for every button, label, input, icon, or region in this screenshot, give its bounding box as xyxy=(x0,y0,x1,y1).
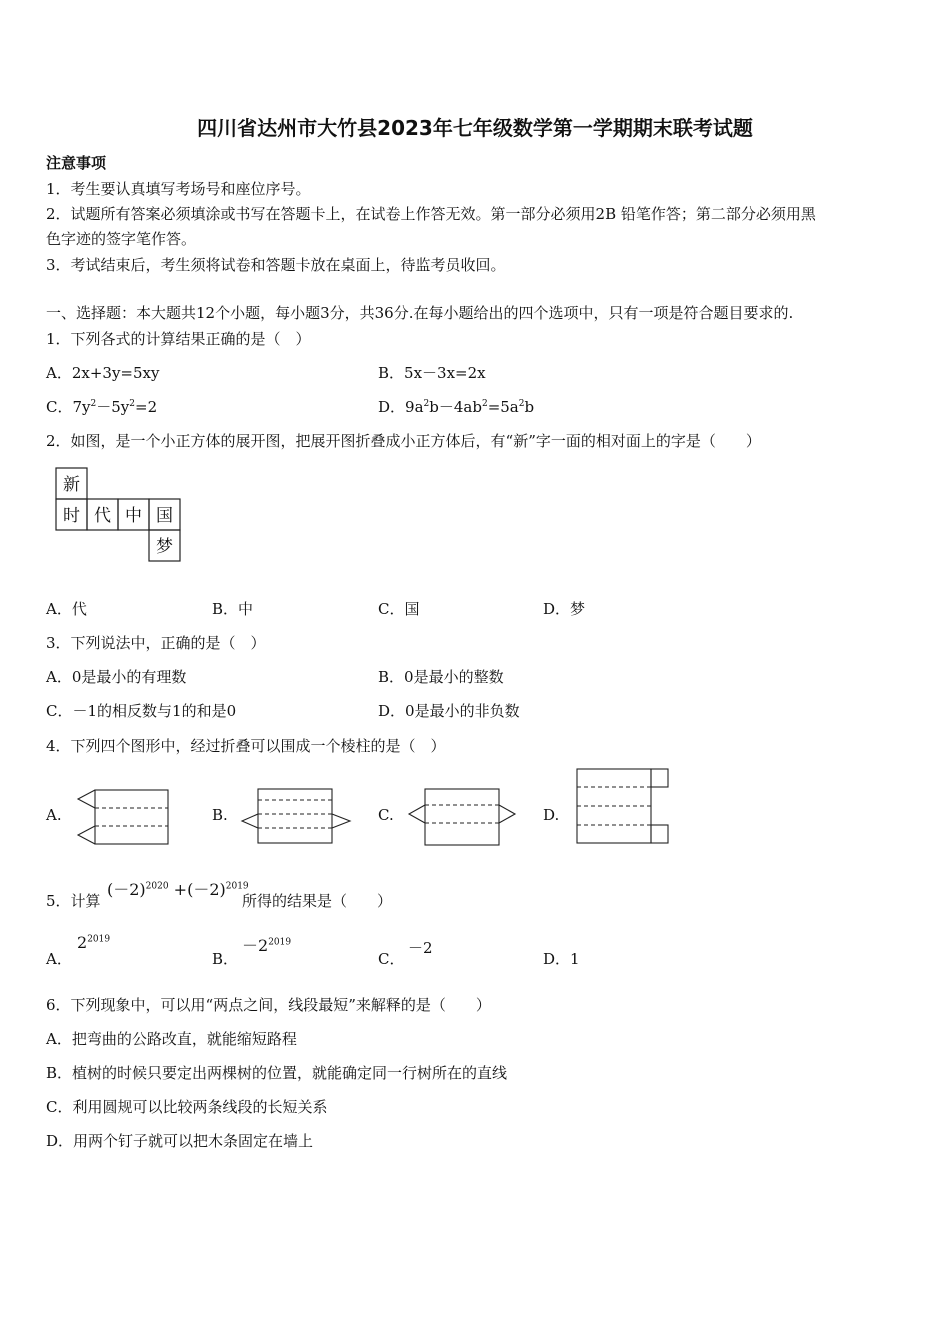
q5-label-b: B． xyxy=(212,950,239,968)
q4-label-b: B. xyxy=(212,806,228,824)
q1-c-part: －5y xyxy=(96,398,130,416)
question-2-stem: 2．如图，是一个小正方体的展开图，把展开图折叠成小正方体后，有“新”字一面的相对面上的字是（ ） xyxy=(46,432,761,450)
net-cell-label: 梦 xyxy=(156,537,173,557)
notice-item: 3．考试结束后，考生须将试卷和答题卡放在桌面上，待监考员收回。 xyxy=(46,256,506,274)
q1-d-part: b xyxy=(524,398,535,416)
q5-option-b-expr: $-2^{2019}$ xyxy=(242,936,292,955)
q6-option-c: C．利用圆规可以比较两条线段的长短关系 xyxy=(46,1098,328,1116)
q1-option-b: B．5x－3x=2x xyxy=(378,364,486,382)
exponent: 2019 xyxy=(225,881,249,892)
exponent: 2 xyxy=(90,399,97,409)
q1-c-part: =2 xyxy=(135,398,158,416)
q5-option-a-expr: $2^{2019}$ xyxy=(77,933,111,952)
q4-label-a: A. xyxy=(46,806,62,824)
q5-expression xyxy=(107,877,249,900)
q4-label-d: D. xyxy=(543,806,560,824)
q2-option-a: A．代 xyxy=(46,600,87,618)
q5-label-a: A． xyxy=(46,950,72,968)
q2-option-b: B．中 xyxy=(212,600,254,618)
q3-option-d: D．0是最小的非负数 xyxy=(378,702,520,720)
question-5-stem-prefix: 5．计算 xyxy=(46,892,101,910)
q6-option-b: B．植树的时候只要定出两棵树的位置，就能确定同一行树所在的直线 xyxy=(46,1064,508,1082)
q2-option-c: C．国 xyxy=(378,600,420,618)
exponent: 2 xyxy=(129,399,135,409)
q3-option-a: A．0是最小的有理数 xyxy=(46,668,187,686)
q1-option-c xyxy=(46,396,157,417)
q4-figure-c xyxy=(405,786,523,848)
question-3-stem: 3．下列说法中，正确的是（ ） xyxy=(46,634,266,652)
q3-option-c: C．－1的相反数与1的和是0 xyxy=(46,702,237,720)
net-cell-label: 时 xyxy=(63,506,80,526)
q5-option-d: D．1 xyxy=(543,950,580,968)
q3-option-b: B．0是最小的整数 xyxy=(378,668,504,686)
section-heading: 一、选择题：本大题共12个小题，每小题3分，共36分.在每小题给出的四个选项中，只有一项是符合题目要求的. xyxy=(46,304,794,322)
q1-d-part: b－4ab xyxy=(429,398,482,416)
q5-option-c-expr: －2 xyxy=(408,939,433,957)
exponent: 2019 xyxy=(268,937,292,948)
q2-option-d: D．梦 xyxy=(543,600,586,618)
expr-part: (－2) xyxy=(187,880,226,899)
net-cell-label: 代 xyxy=(94,506,111,526)
expr-part: (－2) xyxy=(107,880,146,899)
question-6-stem: 6．下列现象中，可以用“两点之间，线段最短”来解释的是（ ） xyxy=(46,996,491,1014)
q1-c-part: C．7y xyxy=(46,398,91,416)
notice-item: 色字迹的签字笔作答。 xyxy=(46,230,197,248)
q4-figure-b xyxy=(238,786,356,848)
net-cell-label: 中 xyxy=(125,506,142,526)
exponent: 2019 xyxy=(87,934,111,945)
exponent: 2 xyxy=(481,399,488,409)
q4-figure-a xyxy=(75,786,175,848)
q6-option-d: D．用两个钉子就可以把木条固定在墙上 xyxy=(46,1132,314,1150)
exponent: 2 xyxy=(423,399,430,409)
q5-label-c: C． xyxy=(378,950,405,968)
notice-heading: 注意事项 xyxy=(46,154,107,172)
cube-net-figure xyxy=(50,465,190,569)
exponent: 2 xyxy=(518,399,525,409)
net-cell-label: 新 xyxy=(63,475,80,495)
q1-option-a: A．2x+3y=5xy xyxy=(46,364,160,382)
q4-label-c: C. xyxy=(378,806,394,824)
notice-item: 2．试题所有答案必须填涂或书写在答题卡上，在试卷上作答无效。第一部分必须用2B 铅笔作答；第二部分必须用黑 xyxy=(46,205,816,223)
question-5-stem-suffix: 所得的结果是（ ） xyxy=(242,892,393,910)
notice-item: 1．考生要认真填写考场号和座位序号。 xyxy=(46,180,311,198)
q1-d-part: D．9a xyxy=(378,398,424,416)
q1-d-part: =5a xyxy=(487,398,519,416)
q1-option-d xyxy=(378,396,534,417)
net-cell-label: 国 xyxy=(156,506,173,526)
expr-part: + xyxy=(173,880,188,899)
question-4-stem: 4．下列四个图形中，经过折叠可以围成一个棱柱的是（ ） xyxy=(46,737,446,755)
question-1-stem: 1．下列各式的计算结果正确的是（ ） xyxy=(46,330,311,348)
q4-figure-d xyxy=(573,766,673,848)
exponent: 2020 xyxy=(145,881,169,892)
page-title: 四川省达州市大竹县2023年七年级数学第一学期期末联考试题 xyxy=(197,116,753,140)
q6-option-a: A．把弯曲的公路改直，就能缩短路程 xyxy=(46,1030,297,1048)
